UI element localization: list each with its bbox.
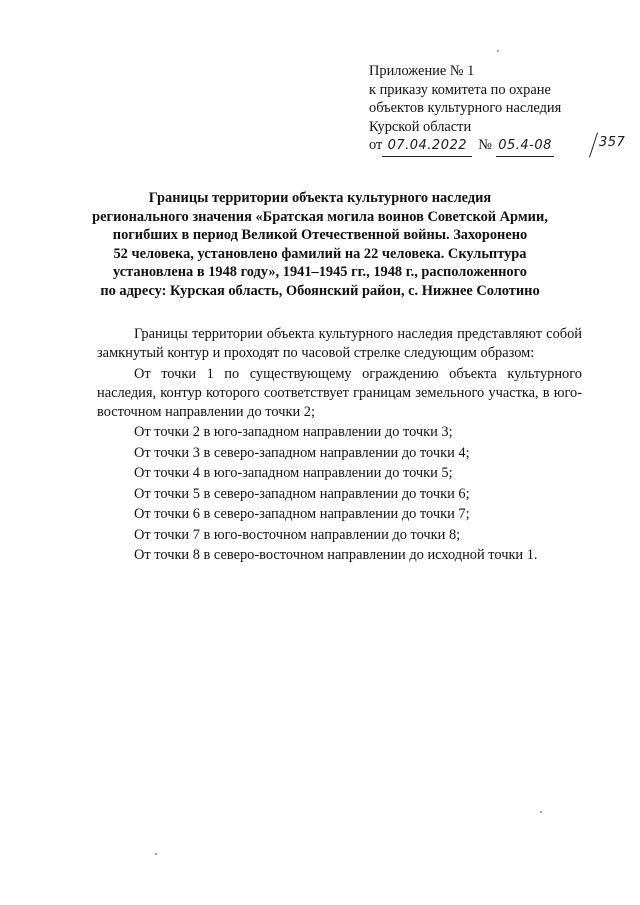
appendix-order-line: к приказу комитета по охране: [369, 81, 551, 98]
from-label: от: [369, 137, 383, 154]
order-number-suffix: 357: [599, 135, 626, 151]
point-7-paragraph: От точки 7 в юго-восточном направлении до точки 8;: [134, 526, 461, 543]
title-line-1: Границы территории объекта культурного наследия: [148, 190, 492, 206]
appendix-committee-line: объектов культурного наследия: [369, 100, 562, 117]
order-date: 07.04.2022: [382, 137, 472, 157]
document-title: [60, 189, 580, 301]
order-number: 05.4-08: [496, 137, 554, 157]
appendix-header: [369, 62, 626, 157]
point-4-paragraph: От точки 4 в юго-западном направлении до точки 5;: [134, 465, 453, 481]
intro-paragraph: Границы территории объекта культурного наследия представляют собой замкнутый контур и проходят по часовой стрелке следующим образом:: [97, 326, 582, 361]
title-line-3: погибших в период Великой Отечественной войны. Захоронено: [112, 227, 528, 244]
appendix-region-line: Курской области: [369, 118, 472, 135]
handwritten-slash: [589, 133, 598, 158]
document-body: [97, 325, 582, 567]
scan-speck: [155, 853, 157, 855]
order-reference: [369, 135, 626, 157]
title-line-2: регионального значения «Братская могила воинов Советской Армии,: [92, 208, 548, 225]
number-label: №: [478, 137, 493, 154]
scan-speck: [497, 50, 499, 52]
point-5-paragraph: От точки 5 в северо-западном направлении до точки 6;: [134, 485, 470, 502]
title-line-5: установлена в 1948 году», 1941–1945 гг., 1948 г., расположенного: [112, 264, 527, 281]
appendix-number: Приложение № 1: [369, 63, 475, 79]
point-3-paragraph: От точки 3 в северо-западном направлении до точки 4;: [134, 444, 470, 461]
title-line-4: 52 человека, установлено фамилий на 22 человека. Скульптура: [113, 245, 527, 262]
scan-speck: [540, 811, 542, 813]
point-6-paragraph: От точки 6 в северо-западном направлении до точки 7;: [134, 506, 470, 522]
point-1-paragraph: От точки 1 по существующему ограждению объекта культурного наследия, контур которого соответствует границам земельного участка, в юго-восточном направлении до точки 2;: [97, 365, 582, 420]
title-line-6: по адресу: Курская область, Обоянский район, с. Нижнее Солотино: [100, 282, 540, 299]
point-8-paragraph: От точки 8 в северо-восточном направлении до исходной точки 1.: [134, 547, 538, 563]
point-2-paragraph: От точки 2 в юго-западном направлении до точки 3;: [134, 424, 453, 440]
